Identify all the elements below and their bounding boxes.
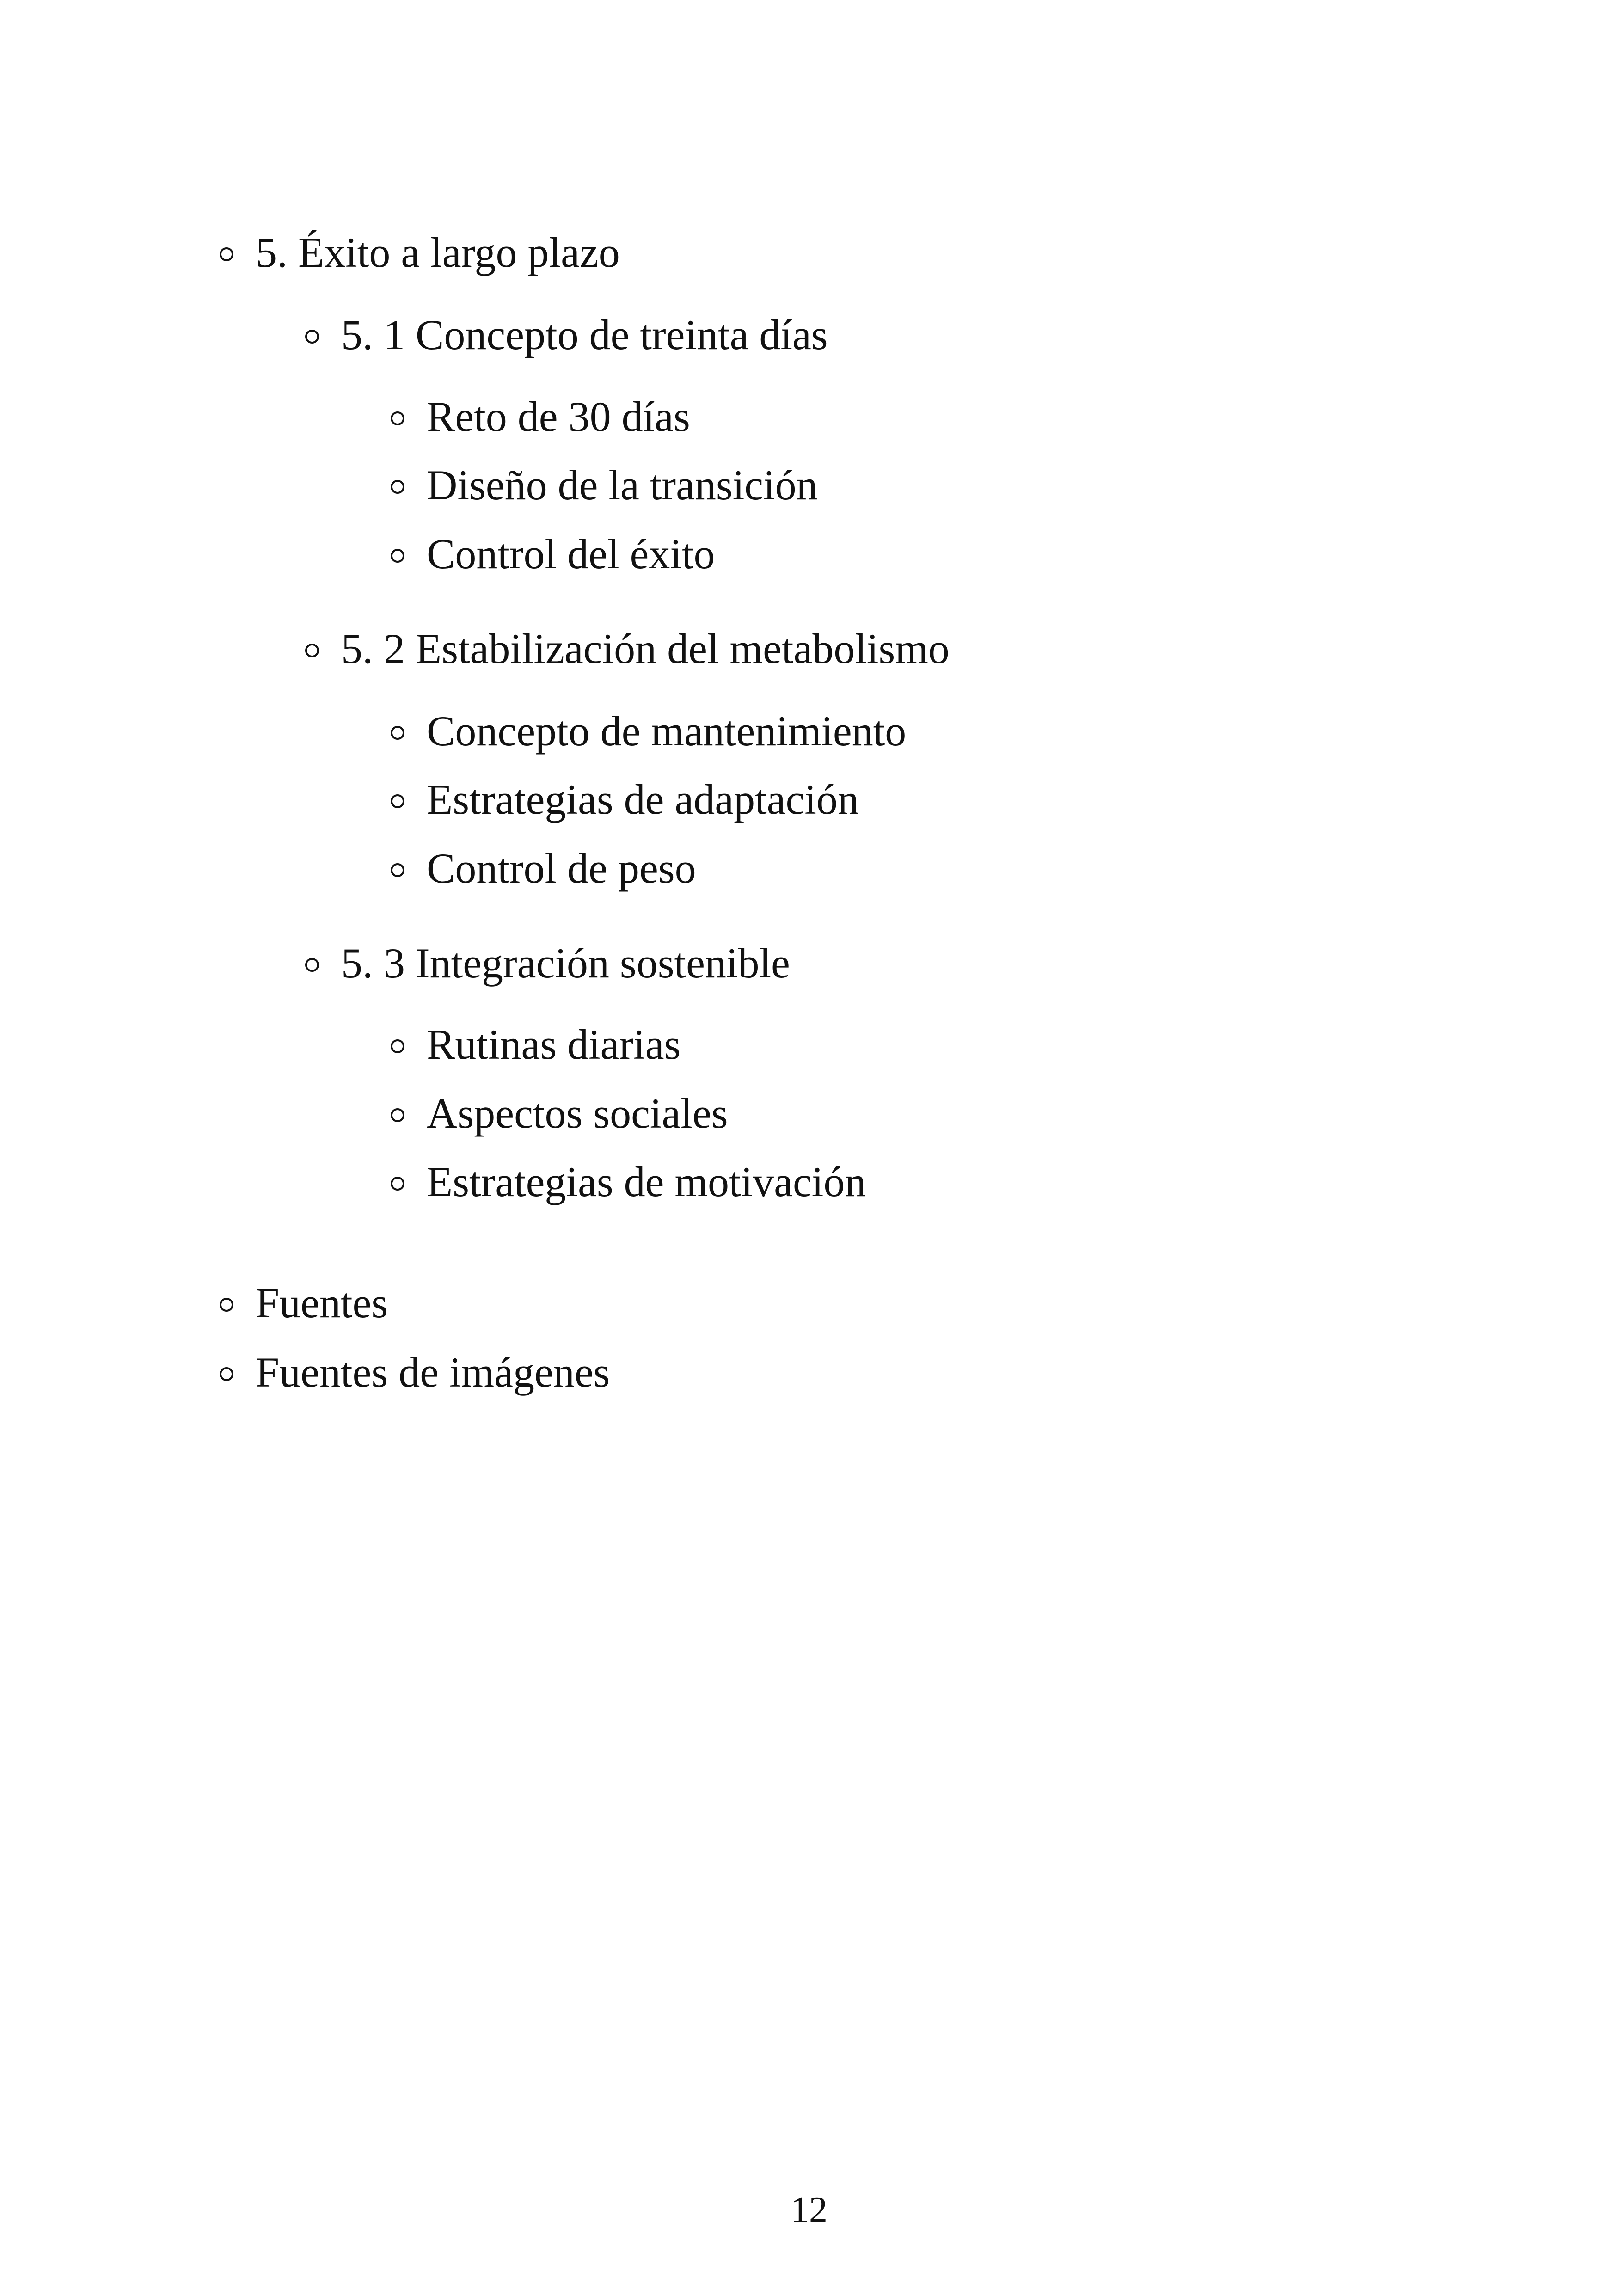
toc-entry-label: 5. 3 Integración sostenible <box>341 939 790 987</box>
toc-entry-label: Control de peso <box>427 845 696 892</box>
toc-entry-5-1[interactable] <box>305 313 828 356</box>
circle-bullet-icon <box>391 794 404 808</box>
circle-bullet-icon <box>391 1108 404 1122</box>
circle-bullet-icon <box>391 411 404 425</box>
circle-bullet-icon <box>220 247 233 261</box>
toc-entry-label: 5. Éxito a largo plazo <box>256 229 620 276</box>
circle-bullet-icon <box>305 330 319 344</box>
toc-entry-section-5[interactable] <box>220 231 620 274</box>
circle-bullet-icon <box>391 549 404 563</box>
toc-entry-estrategias-adaptacion[interactable] <box>391 778 859 821</box>
circle-bullet-icon <box>391 480 404 494</box>
toc-entry-label: Rutinas diarias <box>427 1021 681 1068</box>
toc-entry-label: Concepto de mantenimiento <box>427 707 907 755</box>
circle-bullet-icon <box>220 1298 233 1312</box>
page-number: 12 <box>791 2190 827 2230</box>
toc-entry-label: Estrategias de adaptación <box>427 776 859 823</box>
toc-entry-label: Diseño de la transición <box>427 461 818 509</box>
circle-bullet-icon <box>391 1039 404 1053</box>
toc-entry-concepto-mantenimiento[interactable] <box>391 707 907 755</box>
toc-entry-rutinas-diarias[interactable] <box>391 1023 680 1066</box>
toc-entry-label: Aspectos sociales <box>427 1090 728 1137</box>
circle-bullet-icon <box>305 644 319 657</box>
toc-entry-diseno-transicion[interactable] <box>391 461 818 509</box>
toc-entry-5-2[interactable] <box>305 627 950 670</box>
circle-bullet-icon <box>220 1367 233 1381</box>
toc-entry-label: Estrategias de motivación <box>427 1158 866 1205</box>
toc-entry-5-3[interactable] <box>305 939 790 987</box>
toc-entry-fuentes[interactable] <box>220 1279 388 1326</box>
toc-entry-label: 5. 1 Concepto de treinta días <box>341 311 828 358</box>
circle-bullet-icon <box>391 1177 404 1191</box>
toc-entry-control-peso[interactable] <box>391 847 696 890</box>
toc-entry-label: Fuentes de imágenes <box>256 1349 610 1396</box>
toc-entry-label: Control del éxito <box>427 530 715 577</box>
circle-bullet-icon <box>305 958 319 972</box>
toc-entry-aspectos-sociales[interactable] <box>391 1092 728 1135</box>
toc-entry-label: Reto de 30 días <box>427 393 690 440</box>
toc-entry-label: 5. 2 Estabilización del metabolismo <box>341 625 950 672</box>
circle-bullet-icon <box>391 863 404 877</box>
toc-entry-estrategias-motivacion[interactable] <box>391 1160 866 1203</box>
toc-entry-reto-30-dias[interactable] <box>391 395 690 438</box>
toc-entry-control-exito[interactable] <box>391 530 715 577</box>
circle-bullet-icon <box>391 726 404 740</box>
toc-entry-fuentes-imagenes[interactable] <box>220 1351 610 1394</box>
toc-entry-label: Fuentes <box>256 1279 388 1326</box>
